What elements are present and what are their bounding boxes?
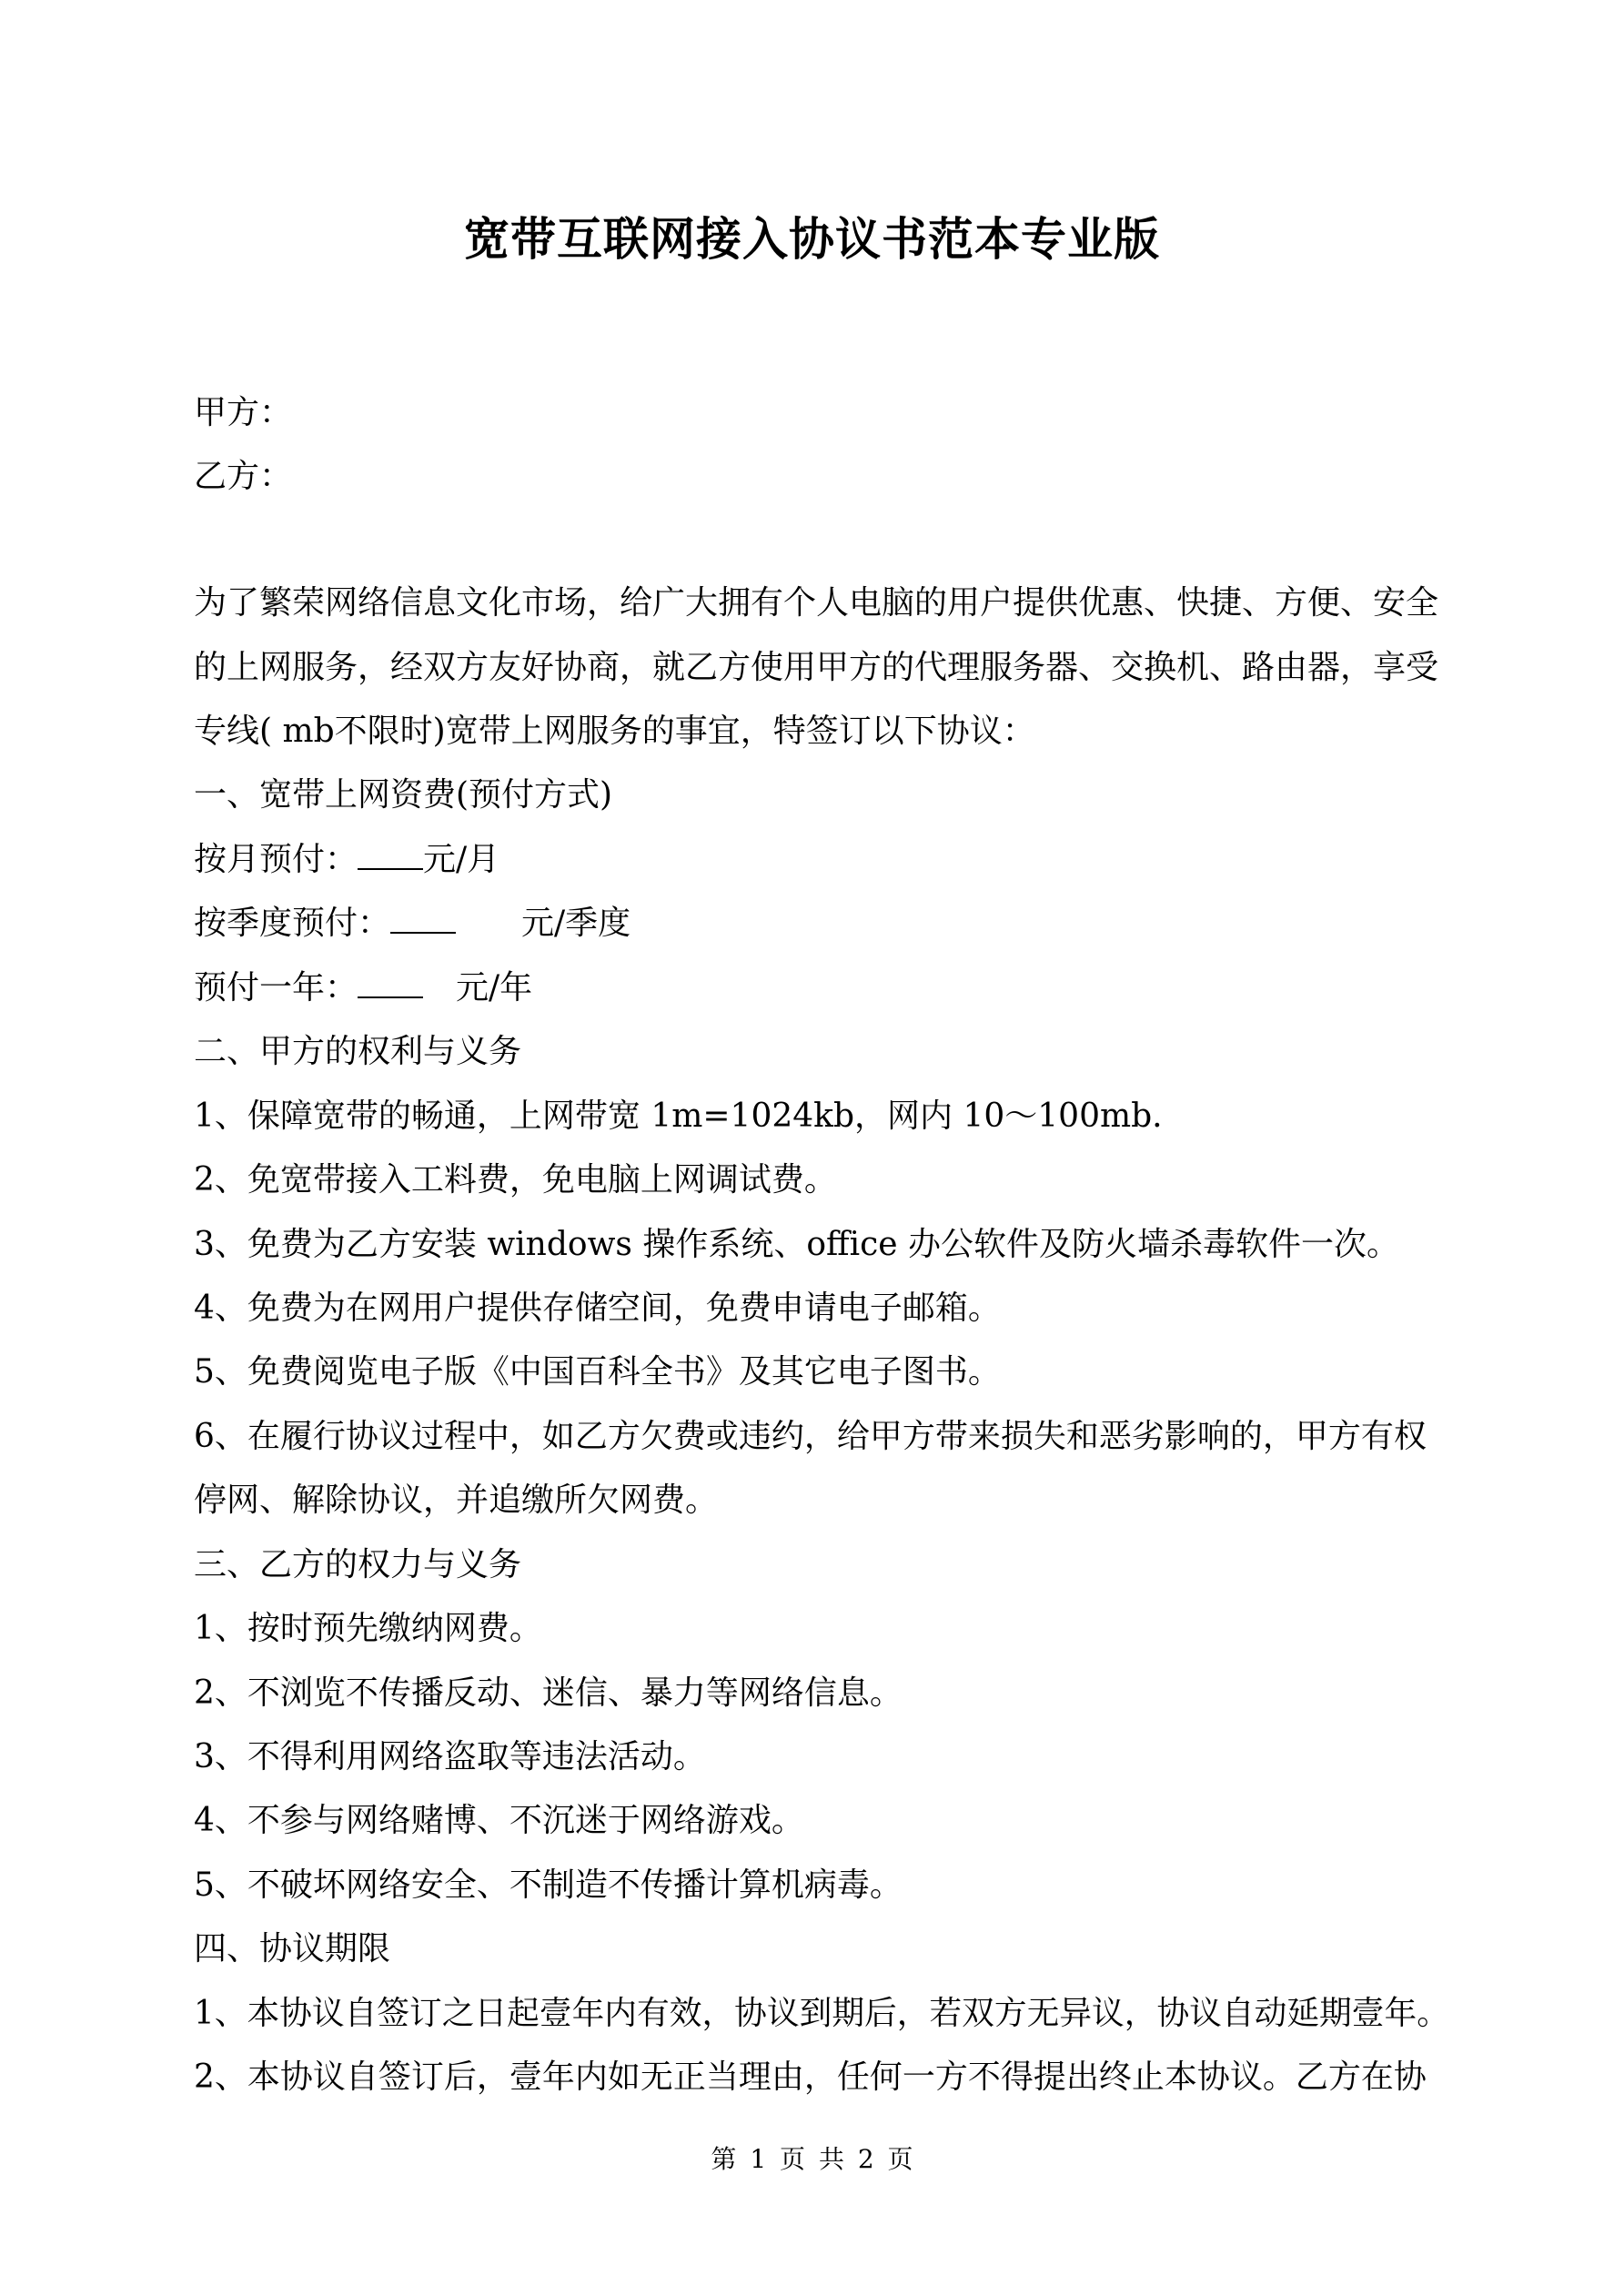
page-number-footer: 第 1 页 共 2 页: [711, 2144, 913, 2174]
monthly-fee-line: [194, 828, 499, 892]
section-4-item-1: 1、本协议自签订之日起壹年内有效，协议到期后，若双方无异议，协议自动延期壹年。: [194, 1995, 1449, 2032]
document-body: [194, 0, 1449, 2296]
yearly-fee-blank: [358, 966, 423, 998]
yearly-fee-unit: 元/年: [456, 969, 533, 1006]
section-2-item-6-cont: 停网、解除协议，并追缴所欠网费。: [194, 1482, 719, 1519]
section-1-heading: 一、宽带上网资费(预付方式): [194, 776, 613, 814]
yearly-fee-line: [194, 956, 532, 1020]
intro-line-1: 为了繁荣网络信息文化市场，给广大拥有个人电脑的用户提供优惠、快捷、方便、安全: [194, 584, 1439, 622]
section-2-item-6: 6、在履行协议过程中，如乙方欠费或违约，给甲方带来损失和恶劣影响的，甲方有权: [194, 1418, 1427, 1455]
section-3-item-3: 3、不得利用网络盗取等违法活动。: [194, 1738, 706, 1775]
quarterly-fee-unit: 元/季度: [521, 905, 631, 942]
yearly-fee-label: 预付一年：: [194, 969, 358, 1006]
section-2-item-4: 4、免费为在网用户提供存储空间，免费申请电子邮箱。: [194, 1290, 1001, 1327]
section-2-item-5: 5、免费阅览电子版《中国百科全书》及其它电子图书。: [194, 1353, 1001, 1391]
document-title: 宽带互联网接入协议书范本专业版: [464, 212, 1160, 266]
section-3-item-4: 4、不参与网络赌博、不沉迷于网络游戏。: [194, 1802, 804, 1839]
section-2-heading: 二、甲方的权利与义务: [194, 1033, 522, 1070]
section-3-item-5: 5、不破坏网络安全、不制造不传播计算机病毒。: [194, 1866, 903, 1904]
section-3-heading: 三、乙方的权力与义务: [194, 1546, 522, 1583]
section-3-item-2: 2、不浏览不传播反动、迷信、暴力等网络信息。: [194, 1674, 903, 1712]
quarterly-fee-label: 按季度预付：: [194, 905, 391, 942]
section-2-item-2: 2、免宽带接入工料费，免电脑上网调试费。: [194, 1161, 837, 1199]
section-2-item-1: 1、保障宽带的畅通，上网带宽 1m=1024kb，网内 10～100mb.: [194, 1097, 1163, 1135]
monthly-fee-label: 按月预付：: [194, 841, 358, 878]
party-b-label: 乙方：: [194, 458, 293, 495]
section-4-item-2: 2、本协议自签订后，壹年内如无正当理由，任何一方不得提出终止本协议。乙方在协: [194, 2058, 1427, 2096]
intro-line-3: 专线( mb不限时)宽带上网服务的事宜，特签订以下协议：: [194, 713, 1035, 750]
quarterly-fee-line: [194, 892, 630, 956]
intro-line-2: 的上网服务，经双方友好协商，就乙方使用甲方的代理服务器、交换机、路由器，享受: [194, 649, 1439, 686]
party-a-label: 甲方：: [194, 394, 293, 431]
section-4-heading: 四、协议期限: [194, 1930, 391, 1967]
section-2-item-3: 3、免费为乙方安装 windows 操作系统、office 办公软件及防火墙杀毒软件一次。: [194, 1226, 1399, 1263]
monthly-fee-blank: [358, 837, 423, 870]
quarterly-fee-blank: [390, 901, 456, 934]
monthly-fee-unit: 元/月: [423, 841, 500, 878]
section-3-item-1: 1、按时预先缴纳网费。: [194, 1610, 542, 1647]
